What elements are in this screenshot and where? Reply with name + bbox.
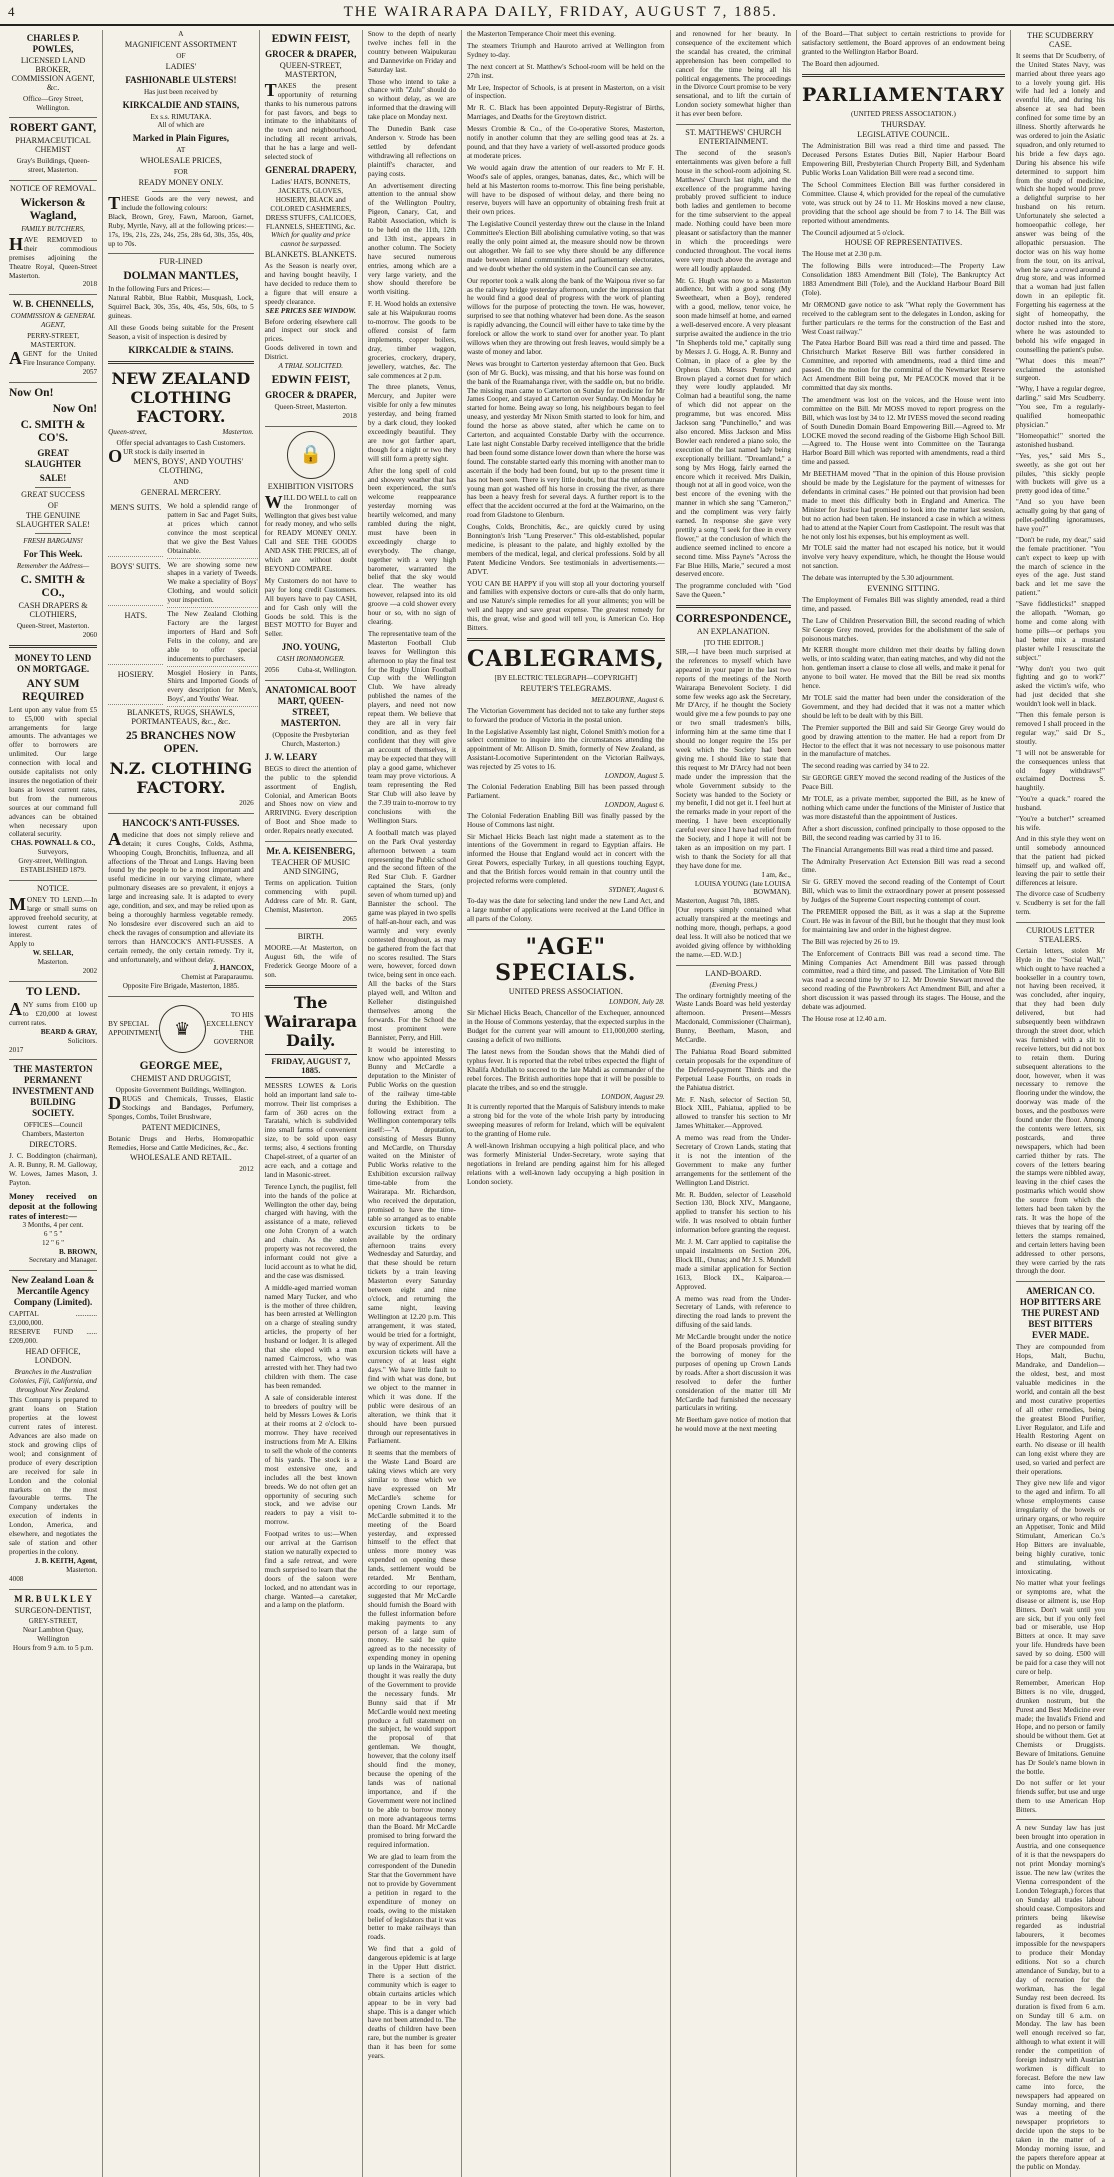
editorial-masthead: The Wairarapa Daily. xyxy=(264,992,357,1050)
ad-gant: ROBERT GANT, PHARMACEUTICAL CHEMIST Gray's Buildings, Queen-street, Masterton. xyxy=(10,122,97,175)
ad-hop-bitters: AMERICAN CO. HOP BITTERS ARE THE PUREST AND BEST BITTERS EVER MADE. They are compounded from Hops, Malt, Buchu, Mandrake, and Dandelion—the oldest, best, and most valuable medicines in the world, and contain all the best and most curative properties of all other remedies, being the greatest Blood Purifier, Liver Regulator, and Life and Health Restoring Agent on earth. No disease or ill health can long exist where they are used, so varied and perfect are their operations. They give new life and vigor to the aged and infirm. To all whose employments cause irregularity of the bowels or urinary organs, or who require an Appetiser, Tonic and Mild Stimulant, American Co.'s Hop Bitters are invaluable, being highly curative, tonic and stimulating, without intoxicating. No matter what your feelings or symptoms are, what the disease or ailment is, use Hop Bitters. Don't wait until you are sick, but if you only feel bad or miserable, use Hop Bitters at once. It may save your life. Hundreds have been saved by so doing. £500 will be paid for a case they will not cure or help. Remember, American Hop Bitters is no vile, drugged, drunken nostrum, but the Purest and Best Medicine ever made; the Invalid's Friend and Hope, and no person or family should be without them. Get at Chemists or Druggists. Beware of Imitations. Genuine has Dr Soule's name blown in the bottle. Do not suffer or let your friends suffer, but use and urge them to use American Hop Bitters. xyxy=(1015,1286,1105,1814)
ad-jno-young: 🔒 EXHIBITION VISITORS WILL DO WELL to call on the Ironmonger of Wellington that gives best value for ready money, and who sells for READY MONEY ONLY. Call and SEE THE GOODS AND ASK THE PRICES, all of which are without doubt BEYOND COMPARE. My Customers do not have to pay for long credit Customers. All buyers have to pay CASH, and for Cash only will the Goods be sold. This is the BEST MOTTO for Buyer and Seller. JNO. YOUNG, CASH IRONMONGER. 2056 Cuba-st, Wellington. xyxy=(265,431,357,675)
age-specials-continued: and renowned for her beauty. In consequence of the excitement which the scandal has created, the criminal apprehension has been compelled to cancel for the time being all his political engagements. The proceedings in the Divorce Court promise to be very sensational, and to lift the curtain of London society somewhat higher than it has ever been before. xyxy=(675,30,791,119)
column-3 xyxy=(260,30,363,2177)
austrian-sunday-law: A new Sunday law has just been brought into operation in Austria, and one consequence of it is that the newspapers do not print Monday morning's issue. The new law (writes the Vienna correspondent of the London Telegraph,) forces that on Sunday all trades labour should cease. Compositors and printers being likewise regarded as industrial labourers, it becomes impossible for the newspapers to produce their Monday editions. Not so a church attendance of Sunday, but to a day of recreation for the workman, has the legal Sunday rest been decreed. Its duration is fixed from 6 a.m. on Sunday till 6 a.m. on Monday. The law has been well enough received so far, although to what extent it will render the competition of foreign industry with Austrian workmen is difficult to forecast. Before the new law came into force, the newspapers had appeared on Sunday morning, and there was a meeting of the newspaper proprietors to decide upon the steps to be taken in the matter of a Monday morning issue, and the papers therefore appear at the public on Monday. xyxy=(1015,1824,1105,2171)
correspondence: CORRESPONDENCE, AN EXPLANATION. [TO THE EDITOR.] SIR,—I have been much surprised at the references to myself which have appeared in your paper in the last two reports of the meetings of the North Wairarapa Benevolent Society. I did some few weeks ago ask the Secretary, Mr D'Arcy, if he thought the Society would give me a few pounds to pay one or two small tradesmen's bills, informing him at the same time that I should no longer require the 15s per week which the Society had been giving me. I should like to state that this request to Mr D'Arcy had not been made under the impression that the whole Government subsidy to the Society was handed to the Society or my benefit, I did not get it. I feel hurt at the remarks made in your report of the meeting. I have been exceptionally careful ever since I have had relief from the Society, and I hope it will not be taken as an imposition on my part. I wish to thank the Society for all that they have done for me. I am, &c., LOUISA YOUNG (late LOUISA BOWMAN). Masterton, August 7th, 1885. [Our reports simply contained what actually transpired at the meetings and nothing more, though, perhaps, a good deal less. It will also be noticed that we avoided giving offence by withholding the name.—ED. W.D.] xyxy=(675,613,791,959)
ad-dolman-mantles: FUR-LINED DOLMAN MANTLES, In the following Furs and Prices:— Natural Rabbit, Blue Rabbit, Musquash, Lock, Squirrel Back, 30s, 35s, 40s, 45s, 50s, 60s, to 5 guineas. All these Goods being suitable for the Present Season, a visit of inspection is desired by KIRKCALDIE & STAINS. xyxy=(108,257,254,355)
ad-kirkcaldie-ulsters: A MAGNIFICENT ASSORTMENT OF LADIES' FASHIONABLE ULSTERS! Has just been received by KIRKCALDIE AND STAINS, Ex s.s. RIMUTAKA. All of which are Marked in Plain Figures, AT WHOLESALE PRICES, FOR READY MONEY ONLY. THESE Goods are the very newest, and include the following colours: Black, Brown, Grey, Fawn, Maroon, Garnet, Ruby, Myrtle, Navy, all at the following prices:—17s, 19s, 21s, 22s, 24s, 25s, 28s 6d, 30s, 35s, 40s, up to 70s. xyxy=(108,30,254,248)
newspaper-page xyxy=(4,30,1110,2171)
notice-birth: BIRTH. MOORE.—At Masterton, on August 6th, the wife of Frederick George Moore of a son. xyxy=(264,932,357,980)
parliamentary: PARLIAMENTARY (UNITED PRESS ASSOCIATION.) THURSDAY. LEGISLATIVE COUNCIL. The Administration Bill was read a third time and passed. The Deceased Persons Estates Duties Bill, Napier Harbour Board Empowering Bill, Presbyterian Church Property Bill, and Sydenham Public Works Loan Validation Bill were read a second time. The School Committees Election Bill was further considered in Committee. Clause 4, which provided for the repeal of the cumulative vote, was struck out by 24 to 11. Mr Hoskins moved a new clause, providing that the school age should be from 7 to 14. The Bill was reported without amendments. The Council adjourned at 5 o'clock. HOUSE OF REPRESENTATIVES. The House met at 2.30 p.m. The following Bills were introduced:—The Property Law Consolidation 1883 Amendment Bill (Tole), The Bankruptcy Act 1883 Amendment Bill (Tole), and the Auckland Harbour Board Bill (Tole). Mr ORMOND gave notice to ask "What reply the Government has received to the cablegram sent to the delegates in London, asking for further particulars re the terms for the construction of the East and West Coast railway." The Patea Harbor Board Bill was read a third time and passed. The Christchurch Market Reserve Bill was further considered in Committee, and reported with amendments, read a third time and passed. On the motion for the committal of the Newmarket Reserve Act Amendment Bill being put, Mr PEACOCK moved that it be committed that day six months. The amendment was lost on the voices, and the House went into committee on the Bill. Mr MOSS moved to report progress on the Bill, which was lost by 34 to 12. Mr IVESS moved the second reading of South Dunedin Domain Board Empowering Bill.—Agreed to. Mr LOCKE moved the second reading of the Gisborne High School Bill.—Agreed to. The House went into Committee on the Tauranga Harbor Board Bill which was reported with amendments, read a third time and passed. Mr BEETHAM moved "That in the opinion of this House provision should be made by the Legislature for the payment of witnesses for defendants in criminal cases." He pointed out that provision had been made to meet this difficulty both in England and America. The Minister for Justice had promised to look into the matter last session, but no action had been taken. He instanced a case in which a witness had to attend at the Napier Court from Castlepoint. The result was that he not only lost his expenses, but his employment as well. Mr TOLE said the matter had not escaped his notice, but it would involve very heavy expenditure, which, he thought the House would not sanction. The debate was interrupted by the 5.30 adjournment. EVENING SITTING. The Employment of Females Bill was slightly amended, read a third time, and passed. The Law of Children Preservation Bill, the second reading of which Sir George Grey moved, provides for the abolishment of the sale of poisonous matches. Mr KERR thought more children met their deaths by falling down wells, or into scalding water, than eating matches, and why did not the hon. gentleman insert a clause to close all wells, and make it penal for anyone to boil water. He moved that the Bill be read six months hence. Mr TOLE said the matter had been under the consideration of the Government, and they had decided that it was not a matter which should be left to be dealt with by this Bill. The Premier supported the Bill and said Sir George Grey would do good by drawing attention to the matter. He had a report from Dr Hector to the effect that it was not necessary to use poisonous matter in the manufacture of matches. The second reading was carried by 34 to 22. Sir GEORGE GREY moved the second reading of the Justices of the Peace Bill. Mr TOLE, as a private member, supported the Bill, as he knew of nothing which came under the functions of the Minister of Justice that was more distasteful than the appointment of Justices. After a short discussion, confined principally to those opposed to the Bill, the second reading was carried by 31 to 16. The Financial Arrangements Bill was read a third time and passed. The Admiralty Preservation Act Extension Bill was read a second time. Sir G. GREY moved the second reading of the Contempt of Court Bill, which was to limit the extraordinary power at present possessed by Judges of the Supreme Court respecting contempt of court. The PREMIER opposed the Bill, as it was a slap at the Supreme Court. He was in favour of the Bill, but he thought that they must look for maintaining law and order in the highest degree. The Bill was rejected by 26 to 19. The Enforcement of Contracts Bill was read a second time. The Mining Companies Act Amendment Bill was passed through committee, read a third time, and passed. The Limitation of Vote Bill was read a second time by 37 to 12. Mr Downie Stewart moved the second reading of the Pawnbrokers Act Amendment Bill, and after a short discussion it was passed through its stages. The House, and the debate was adjourned. The House rose at 12.40 a.m. xyxy=(801,83,1005,1023)
ad-leary-boots: ANATOMICAL BOOT MART, QUEEN-STREET, MASTERTON. (Opposite the Presbyterian Church, Masterton.) J. W. LEARY BEGS to direct the attention of the public to the splendid assortment of English, Colonial, and American Boots and Shoes now on view and ARRIVING. Every description of Boot and Shoe made to order. Repairs neatly executed. xyxy=(264,685,357,836)
age-specials: "AGE" SPECIALS. UNITED PRESS ASSOCIATION. LONDON, July 28. Sir Michael Hicks Beach, Chancellor of the Exchequer, announced in the House of Commons yesterday, that the expected surplus in the Budget for the current year will amount to £11,000,000 sterling, causing a deficit of two millions. The latest news from the Soudan shows that the Mahdi died of typhus fever. It is reported that the rebel tribes expected the flight of Khalifa Abdullah to succeed to the late Mahdi as commander of the rebel forces. The British authorities hope that it will be possible to placate the tribes, and so end the struggle. LONDON, August 29. It is currently reported that the Marquis of Salisbury intends to make a strong bid for the vote of the whole Irish party by introducing sweeping measures of reform for Ireland, which will be equivalent to the granting of Home rule. A well-known Irishman occupying a high political place, and who was formerly Ministerial Under-Secretary, wrote saying that negotiations in Ireland are pending against him for his alleged relations with a well-known lady occupying a high position in London society. xyxy=(466,933,665,1186)
ad-george-mee: BY SPECIAL APPOINTMENT ♛ TO HIS EXCELLENCY THE GOVERNOR GEORGE MEE, CHEMIST AND DRUGGIST, Opposite Government Buildings, Wellington. DRUGS and Chemicals, Trusses, Elastic Stockings and Bandages, Perfumery, Sponges, Combs, Toilet Brushware, PATENT MEDICINES, Botanic Drugs and Herbs, Homœopathic Remedies, Horse and Cattle Medicines, &c., &c. WHOLESALE AND RETAIL. 2012 xyxy=(108,1001,254,1174)
clothing-departments: MEN'S SUITS. We hold a splendid range of pattern in Sac and Paget Suits, at prices which cannot convince the most sceptical that we give the Best Values Obtainable. BOYS' SUITS. We are showing some new shapes in a variety of Tweeds. We make a speciality of Boys' Clothing, and would solicit your inspection. HATS. The New Zealand Clothing Factory are the largest importers of Hard and Soft Felts in the colony, and are able to offer special inducements to purchasers. HOSIERY. Mosgiel Hosiery in Pants, Shirts and Imported Goods of every description for Men's, Boys', and Youths' Wear. xyxy=(108,500,254,707)
page-number: 4 xyxy=(8,4,16,19)
column-6 xyxy=(671,30,797,2177)
newspaper-title: THE WAIRARAPA DAILY, FRIDAY, AUGUST 7, 1885. xyxy=(343,3,778,20)
curious-letter-stealers: CURIOUS LETTER STEALERS. Certain letters, stolen Mr Hyde in the "Social Wall," which ought to have reached a bookseller in a country town, not having been received, it was concluded, after inquiry, that they had been duly delivered, but had subsequently been withdrawn through the street door, which was furnished with a slit to receive letters, but did not box to retain them. During subsequent alterations to the door, however, when it was necessary to remove the flooring under the window, the doorway was made of the boxes, and the postboxes were found under the floor. Among the contents were letters, six postcards, and three newspapers, which had been carried thither by rats. The covers of the letters bearing the stamps were nibbled away, leaving in the chief cases the postmarks which would show the source from which the letters had been taken by the rats. It was the hope of the thieves that by tearing off the letters the stamps remained, and certain letters having been addressed to other persons, they were carried by the rats through the door. xyxy=(1015,926,1105,1276)
royal-crest-icon: ♛ xyxy=(159,1005,206,1053)
local-news: Snow to the depth of nearly twelve inches fell in the country between Waipukurau and Dannevirke on Friday and Saturday last. Those who intend to take a chance with "Zulu" should do so without delay, as we are informed that the drawing will take place on Monday next. The Dunedin Bank case Anderson v. Strode has been settled by defendant withdrawing all reflections on plaintiff's character, and paying costs. An advertisement directing attention to the annual show of the Wellington Poultry, Pigeon, Canary, Cat, and Rabbit Association, which is to be held on the 11th, 12th and 13th inst., appears in another column. The Society have secured numerous entries, among which are a very large variety, and the show should therefore be worth visiting. F. H. Wood holds an extensive sale at his Waipukurau rooms to-morrow. The goods to be offered consist of farm implements, copper boilers, dray, timber waggon, groceries, crockery, drapery, jewellery, watches, &c. The sale commences at 2 p.m. The three planets, Venus, Mercury, and Jupiter were visible for only a few minutes yesterday, and being framed by a dark cloud, they looked exceedingly beautiful. They are now got farther apart, though for a night or two they will still form a pretty sight. After the long spell of cold and showery weather that has been experienced, the sun's welcome reappearance yesterday morning was heartily welcomed, and many rambled during the night, must have been in exceedingly charge to everybody. The change, together with a very high barometer, warranted the belief that the sky would clear. The weather has however, relapsed into its old groove —a cold shower every hour or so, with no sign of clearing. The representative team of the Masterton Football Club leaves for Wellington this afternoon to play the final test for the Rugby Union Football Cup with the Wellington Club. We have already published the names of the players, and need not now repeat them. We believe that they are all in very fair condition, and as they feel confident that they will give an account of themselves, it may be expected that they will play a good game, whichever team may prove victorious. A team representing the Red Star Club will also leave by the 7.39 train to-morrow to try conclusions with the Wellington Stars. A football match was played on the Park Oval yesterday afternoon between a team representing the Public school and the second fifteen of the Red Star Club. F. Gardner captained the Stars, (only seven of whom turned up) and Bannister the school. The game was played in two spells of half-an-hour each, and was warmly and very evenly contested throughout, as may be gathered from the fact that no scores resulted. The Stars were, however, forced down twice, being sent in once each. All the backs of the Stars played well, and Wilton and Kelleher distinguished themselves among the forwards. For the School the most prominent were Bannister, Perry, and Hill. It would be interesting to know who appointed Messrs Bunny and McCardle a deputation to the Minister of Public Works on the question of the railway time-table during the Exhibition. The following extract from a Wellington contemporary tells itself:—"A deputation, consisting of Messrs Bunny and McCardle, on Thursday waited on the Minister of Public Works relative to the Exhibition excursion railway time-table from the Wairarapa. Mr. Richardson, who received the deputation, promised to have the time-table so arranged as to enable excursion tickets to be available by the ordinary afternoon trains every Wednesday and Saturday, and that these should be return tickets by a train leaving Masterton every Saturday between eight and nine o'clock, and returning the same night, leaving Wellington at 12.20 p.m. This arrangement, it was stated, would be tried for a fortnight, by way of experiment. All the excursion tickets will have a currency of at least eight days." We have little fault to find with what was done, but we object to the manner in which it was done. If the public were desirous of an alteration, we think that it should have been pursued through our representatives in Parliament. It seems that the members of the Waste Land Board are taking views which are very similar to those which we have expressed on Mr McCardle's scheme for opening Crown Lands. Mr McCardle submitted it to the meeting of the Board yesterday, and expressed himself to the effect that unless more money was expended on opening these lands, settlement would be retarded. Mr Bentham, according to our reportage, suggested that Mr McCardle should furnish the Board with the fullest information before making payments to any person of a large sum of money. He said he quite agreed as to the necessity of expending money in opening up lands in the Wairarapa, but thought it was really the duty of the Government to provide the necessary funds. Mr Bunny said that if Mr McCardle would next meeting produce a full statement on the subject, he would support the proposal of that gentleman. We thought, however, that the colony itself should find the money, because the opening of the lands was of national importance, and if the Government were not inclined to be able to borrow money on more advantageous terms than the Board. Mr McCardle promised to bring forward the required information. We are glad to learn from the correspondent of the Dunedin Star that the Government have not to provide by Government a petition in regard to the expenditure of money on roads, owing to the mistaken belief of legislators that it was better to make railways than roads. We find that a gold of dangerous epidemic is at large in the Upper Hutt district. There is a section of the community which is eager to obtain curtains articles which appear to be in very bad shape. This is a danger which have not been attended to. The deaths of children have been rare, but the number is greater than it has been for some years. xyxy=(367,30,456,2061)
ad-smith-sale: Now On! Now On! C. SMITH & CO'S. GREAT SLAUGHTER SALE! GREAT SUCCESS OF THE GENUINE SLAUGHTER SALE! FRESH BARGAINS! For This Week. Remember the Address— C. SMITH & CO., CASH DRAPERS & CLOTHIERS, Queen-Street, Masterton. 2060 xyxy=(9,386,98,639)
local-news-continued: the Masterton Temperance Choir meet this evening. The steamers Triumph and Hauroto arrived at Wellington from Sydney to-day. The next concert at St. Matthew's School-room will be held on the 27th inst. Mr Lee, Inspector of Schools, is at present in Masterton, on a visit of inspection. Mr R. C. Black has been appointed Deputy-Registrar of Births, Marriages, and Deaths for the Greytown district. Messrs Crombie & Co., of the Co-operative Stores, Masterton, notify in another column that they are selling good teas at 2s. a pound, and that they have a variety of well-assorted produce goods at moderate prices. We would again draw the attention of our readers to Mr F. H. Wood's sale of apples, oranges, bananas, dates, &c., which will be held at his Masterton rooms to-morrow. This fine being perishable, will have to be disposed of without delay, and there being no reserve, buyers will have an opportunity of obtaining fresh fruit at their own prices. The Legislative Council yesterday threw out the clause in the Inland Committee's Election Bill abolishing cumulative voting, so that was really the only point aimed at, the measure should now be thrown out altogether. We fail to see why there should be any difference made between inland communities and parliamentary electorates, and we doubt whether the old system in the Council can see any. Our reporter took a walk along the bank of the Waipoua river so far as the railway bridge yesterday afternoon, under the impression that he would find a good deal of progress with the work of planting willows for the purpose of protecting the town. He was, however, surprised to see that nothing whatever had been done. As the season is rapidly advancing, the Council will either have to take time by the forelock or allow the work to stand over for another year. To plant willows when they are throwing out fresh leaves, would simply be a waste of money and labor. News was brought to Carterton yesterday afternoon that Geo. Buck (son of Mr G. Buck), was missing, and that his horse was found on the bank of the Ruamahanga river, with the saddle on, but no bridle. The missing man came to Carterton on Sunday for medicine for Mr James Cooper, and stayed at Carterton over Sunday. On Monday he started for home. Being away so long, his neighbours began to feel uneasy, and yesterday Mr Nixon Smith started to look for him, and found the horse as above stated, after which he came on to Carterton, and acquainted Constable Darby with the occurrence. Late last night Constable Darby received intelligence that the bridle had been found some distance lower down than where the horse was found. The constable started early this morning with another man to ascertain if the body had been found, but up to the present time it has not been seen. There is very little doubt, but that the unfortunate young man got washed off his horse in crossing the river, as there has been a heavy fresh for several days. A further report is to the effect that the accident occurred at the ford at the Waimarino, on the road from Gladstone to Glenburn. Coughs, Colds, Bronchitis, &c., are quickly cured by using Bonnington's Irish "Lung Preserver." This old-established, popular medicine, is pleasant to the palate, and highly extolled by the members of the medical, legal, and clerical professions. Sold by all Patent Medicine Vendors. See testimonials in advertisements.—ADVT. YOU CAN BE HAPPY if you will stop all your doctoring yourself and families with expensive doctors or cure-alls that do only harm, and use Nature's simple remedies for all your ailments; you will be well and happy and save great expense. The greatest remedy for this, the great, wise and good will tell you, is American Co. Hop Bitters. xyxy=(466,30,665,633)
column-2 xyxy=(103,30,260,2177)
land-board: LAND-BOARD. (Evening Press.) The ordinary fortnightly meeting of the Waste Lands Board was held yesterday afternoon. Present—Messrs Macdonald, Commissioner (Chairman), Bunny, Beetham, Mason, and McCardle. The Pahiatua Road Board submitted certain proposals for the expenditure of the Deferred-payment Thirds and the Perpetual Lease Fourths, on roads in the Pahiatua district. Mr. F. Nash, selector of Section 50, Block XIII., Pahiatua, applied to be allowed to transfer his section to Mr James Whittaker.—Approved. A memo was read from the Under-Secretary of Crown Lands, stating that it is not the intention of the Government to make any further arrangements for the settlement of the Wellington Land District. Mr. R. Budden, selector of Leasehold Section 130, Block XIV., Mangaone, applied to transfer his section to his wife. It was resolved to obtain further information before granting the request. Mr. J. M. Carr applied to capitalise the unpaid instalments on Section 206, Block III., Ounas; and Mr J. S. Mundell made a similar application for Section 1613, Block IX., Kaiparoa.—Approved. A memo was read from the Under-Secretary of Lands, with reference to directing the road lands to prevent the diffusing of the said lands. Mr McCardle brought under the notice of the Board proposals providing for the borrowing of money for the purposes of opening up Crown Lands by roads. After a short discussion it was resolved to defer the further consideration of the matter till Mr McCardle had furnished the necessary particulars in writing. Mr Beetham gave notice of motion that he would move at the next meeting xyxy=(675,968,791,1434)
column-5 xyxy=(462,30,671,2177)
column-4 xyxy=(363,30,462,2177)
st-matthews-entertainment: ST. MATTHEWS' CHURCH ENTERTAINMENT. The second of the season's entertainments was given before a full house in the school-room adjoining St. Matthews' Church last night, and the excellence of the programme having probably proved sufficient to induce both ladies and gentlemen to become for the time subservient to the appeal made. Nothing could have been more pleasant or satisfactory than the manner in which the proceedings were conducted throughout. The vocal items were very much above the average and were all loudly applauded. Mr. G. Hugh was now to a Masterton audience, but with a good song (My Sweetheart, when a Boy), rendered with a good, mellow, tenor voice, he soon made himself at home, and earned a well-deserved encore. A very pleasant surprise awaited the audience in the trio "In Shepherds told me," capitally sung by Messrs J. G. Hogg, A. R. Bunny and Colman, in place of a glee by the Orpheus Club. Messrs Pentney and Brown played a cornet duet for which they were loudly applauded. Mr Colman had a beautiful song, the name of which did not appear on the programme, but was encored. Miss Jackson sang "Punchinello," and was also encored. Miss Jackson and Miss Bowler each rendered a piano solo, the execution of the last named lady being exceptionally brilliant. "Dreamland," a song by Mrs Hogg, fairly earned the encore which it received. Mrs Daikin, though not at all in good voice, won the best encore of the evening with the manner in which she sang "Cameron," and the compliment was very fairly earned. In response she gave very prettily a song "I seek for thee in every flower," at the conclusion of which the audience seemed inclined to encore a second time. Miss Payne's "Across the Far Blue Hills, Marie," secured a most deserved encore. The programme concluded with "God Save the Queen." xyxy=(675,128,791,600)
ad-pownall-loans: MONEY TO LEND ON MORTGAGE. ANY SUM REQUIRED Lent upon any value from £5 to £5,000 with special arrangements for large amounts. The advantages we offer to borrowers are unlimited. Our large connection with local and outside capitalists not only insures the negotiation of their loans at lowest current rates, but from the numerous sources at our command full advances can be obtained when necessary upon collateral security. CHAS. POWNALL & CO., Surveyors, Grey-street, Wellington. ESTABLISHED 1879. xyxy=(9,652,98,875)
column-1 xyxy=(4,30,103,2177)
masthead xyxy=(0,0,1114,26)
column-8 xyxy=(1011,30,1110,2177)
ad-clothing-factory: NEW ZEALAND CLOTHING FACTORY. Queen-street, Masterton. Offer special advantages to Cash Customers. OUR stock is daily inserted in MEN'S, BOYS', AND YOUTHS' CLOTHING, AND GENERAL MERCERY. MEN'S SUITS. We hold a splendid range of pattern in Sac and Paget Suits, at prices which cannot convince the most sceptical that we give the Best Values Obtainable. BOYS' SUITS. We are showing some new shapes in a variety of Tweeds. We make a speciality of Boys' Clothing, and would solicit your inspection. HATS. The New Zealand Clothing Factory are the largest importers of Hard and Soft Felts in the colony, and are able to offer special inducements to purchasers. HOSIERY. Mosgiel Hosiery in Pants, Shirts and Imported Goods of every description for Men's, Boys', and Youths' Wear. BLANKETS, RUGS, SHAWLS, PORTMANTEAUS, &c., &c. 25 BRANCHES NOW OPEN. N.Z. CLOTHING FACTORY. 2026 xyxy=(108,368,258,807)
ad-wickerson: NOTICE OF REMOVAL. Wickerson & Wagland, FAMILY BUTCHERS, HAVE REMOVED to their commodious premises adjoining the Theatre Royal, Queen-Street Masterton. 2018 xyxy=(9,184,98,289)
ad-keisenberg: Mr. A. KEISENBERG, TEACHER OF MUSIC AND SINGING, Terms on application. Tuition commencing with pupil. Address care of Mr. R. Gant, Chemist, Masterton. 2065 xyxy=(264,846,357,923)
ad-powles: CHARLES P. POWLES, LICENSED LAND BROKER, COMMISSION AGENT, &c. Office—Grey Street, Wellington. xyxy=(11,33,95,112)
ad-bulkley: M R. B U L K L E Y SURGEON-DENTIST, GREY-STREET, Near Lambton Quay, Wellington Hours from 9 a.m. to 5 p.m. xyxy=(12,1593,94,1653)
ad-edwin-feist: EDWIN FEIST, GROCER & DRAPER, QUEEN-STREET, MASTERTON, TAKES the present opportunity of returning thanks to his numerous patrons for past favors, and begs to intimate to the inhabitants of the town and neighbourhood, including all recent arrivals, that he has a large and well-selected stock of GENERAL DRAPERY, Ladies' HATS, BONNETS, JACKETS, GLOVES, HOSIERY, BLACK and COLORED CASHMERES, DRESS STUFFS, CALICOES, FLANNELS, SHEETING, &c. Which for quality and price cannot be surpassed. BLANKETS. BLANKETS. As the Season is nearly over, and having bought heavily, I have decided to reduce them to a figure that will ensure a speedy clearance. SEE PRICES SEE WINDOW. Before ordering elsewhere call and inspect our stock and prices. Goods delivered in town and District. A TRIAL SOLICITED. EDWIN FEIST, GROCER & DRAPER, Queen-Street, Masterton. 2018 xyxy=(264,33,357,420)
ad-chennells: W. B. CHENNELLS, COMMISSION & GENERAL AGENT, PERRY-STREET, MASTERTON. AGENT for the United Fire Insurance Company. 2057 xyxy=(9,299,98,376)
ad-nz-loan: New Zealand Loan & Mercantile Agency Company (Limited). CAPITAL ............ £3,000,000. RESERVE FUND ...... £209,000. HEAD OFFICE, LONDON. Branches in the Australian Colonies, Fiji, California, and throughout New Zealand. This Company is prepared to grant loans on Station properties at the lowest current rates of interest. Advances are also made on stock and growing clips of wool; and consignment of produce of every description are received for sale in London and the colonial markets on the most favourable terms. The Company undertakes the execution of indents in London, America, and elsewhere, and negotiates the sale of station and other properties in the colony. J. B. KEITH, Agent, Masterton. 4008 xyxy=(9,1275,98,1583)
ad-building-society: THE MASTERTON PERMANENT INVESTMENT AND BUILDING SOCIETY. OFFICES—Council Chambers, Masterton DIRECTORS. J. C. Boddington (chairman), A. R. Bunny, R. M. Galloway, W. Lowes, James Mason, J. Payton. Money received on deposit at the following rates of interest:— 3 Months, 4 per cent. 6 " 5 " 12 " 6 " B. BROWN, Secretary and Manager. xyxy=(9,1064,98,1265)
scudberry-case: THE SCUDBERRY CASE. It seems that Dr Scudberry, of the United States Navy, was married about three years ago to a lovely young girl. His wife had led a lonely and eventful life, and during his absence at sea had been confined for some time by an illness. Shortly afterwards he was ordered to join the Asiatic squadron, and only returned to his bride a few days ago. During his absence his wife determined to support him from the study of medicine, which she hoped would prove a delightful surprise to her husband on his return. Unfortunately she selected a homoeopathic college, her answer was being of the allopathic persuasion. The doctor was on his way home from the tour, on its arrival, when he saw a crowd around a drug store, and was informed that a woman had just fallen down in an epileptic fit. Forgetting his eagerness at the sight of homeopathy, the doctor rushed into the store, where he was astounded to behold his wife engaged in counselling the patient's pulse. "What does this mean?" exclaimed the astonished surgeon. "Why, I have a regular degree, darling," said Mrs Scudberry. "You see, I'm a regularly-qualified homeopathic physician." "Homeopathic!" snorted the astonished husband. "Yes, yes," said Mrs S., sweetly, as she got out her pilules, "this sickly people with buckets will give us a pretty good idea of time." "And so you have been actually going by that gang of pellet-peddling ignoramuses, have you?" "Don't be rude, my dear," said the female practitioner. "You can't expect to keep up with the march of science in the eyes of the age. Just stand back and let me save the patient." "Save fiddlesticks!" snapped the allopath. "Woman, go home and come along with home pills—or perhaps you had better mix a mustard plaster while I resuscitate the subject." "Why don't you two quit fighting and go to work?" asked the victim's wife, who had just decided that she wouldn't look well in black. "Then this female person is removed I shall proceed in the regular way," said Dr S., stoutly. "I will not be answerable for the consequences unless that old fogey withdraws!" exclaimed Doctress S. haughtily. "You're a quack." roared the husband. "You're a butcher!" screamed his wife. And in this style they went on until somebody announced that the patient had picked himself up, and walked off, leaving the pair to settle their differences at leisure. The divorce case of Scudberry v. Scudberry is set for the fall term. xyxy=(1015,31,1105,917)
land-board-continued: of the Board—That subject to certain restrictions to provide for satisfactory settlement, the Board approves of an endowment being granted to the Wellington Harbor Board. The Board then adjourned. xyxy=(801,30,1005,68)
ad-sellar: NOTICE. MONEY TO LEND.—In large or small sums on approved freehold security, at lowest current rates of interest. Apply to W. SELLAR, Masterton. 2002 xyxy=(9,883,98,976)
ad-beard-gray: TO LEND. ANY sums from £100 up to £20,000 at lowest current rates. BEARD & GRAY, Solicitors. 2017 xyxy=(9,986,98,1054)
padlock-emblem-icon: 🔒 xyxy=(287,431,335,479)
editorial-date: FRIDAY, AUGUST 7, 1885. xyxy=(265,1054,357,1078)
column-7 xyxy=(797,30,1011,2177)
ad-hancock: HANCOCK'S ANTI-FUSSES. Amedicine that does not simply relieve and detain; it cures Coughs, Colds, Asthma, Whooping Cough, Bronchitis, Influenza, and all affections of the Throat and Lungs. Having been found by the people to be a most important and useful medicine in our varying climate, where pulmonary diseases are so prevalent, it enjoys a large and increasing sale. It is adapted to every age, condition, and sex, and may be relied upon as being a thoroughly harmless vegetable remedy. No lonsdesire ever discovered such an aid to check the ravages of consumption and alleviate its terrors than HANCOCK'S ANTI-FUSSES. A certain remedy, the only certain remedy. Try it, and unfortunately, and without delay. J. HANCOX, Chemist at Paraparaumu. Opposite Fire Brigade, Masterton, 1885. xyxy=(108,817,254,991)
cablegrams: CABLEGRAMS, [BY ELECTRIC TELEGRAPH—COPYRIGHT] REUTER'S TELEGRAMS. MELBOURNE, August 6. The Victorian Government has decided not to take any further steps to forward the produce of Victoria in the postal union. In the Legislative Assembly last night, Colonel Smith's motion for a select committee to inquire into the circumstances attending the appointment of Mr. Allison D. Smith, formerly of New Zealand, as Assistant-Locomotive Superintendent on the Victorian Railways, was rejected by 25 votes to 16. LONDON, August 5. The Colonial Federation Enabling Bill has been passed through Parliament. LONDON, August 6. The Colonial Federation Enabling Bill was finally passed by the House of Commons last night. Sir Michael Hicks Beach last night made a statement as to the intentions of the Government in regard to Egyptian affairs. He informed the House that England would act in concert with the Great Powers, especially Turkey, in all questions touching Egypt, and that the British forces would remain in that country until the projected reforms were completed. SYDNEY, August 6. To-day was the date for selecting land under the new Land Act, and a large number of applications were received at the Land Office in all parts of the Colony. xyxy=(466,646,665,923)
editorial: The Wairarapa Daily. FRIDAY, AUGUST 7, 1885. MESSRS LOWES & Loris hold an important land sale to-morrow. Their list comprises a farm of 360 acres on the Taratahi, which is subdivided into small farms of convenient size, to be sold upon easy terms; also, 4 sections fronting Chapel-street, of a quarter of an acre each, and a cottage and land in Masonic-street. Terence Lynch, the pugilist, fell into the hands of the police at Wellington the other day, being charged with having, with the assistance of a mate, relieved one John Cronyn of a watch and chain. As the stolen property was not recovered, the informant could not give a lucid account as to what he did, and the case was dismissed. A middle-aged married woman named Mary Tucker, and who is the mother of three children, has been arrested at Wellington on a charge of stealing sundry articles, the property of her husband or lodger. It is alleged that she eloped with a man named Cairncross, who was arrested with her. They had two children with them. The case has been remanded. A sale of considerable interest to breeders of poultry will be held by Messrs Lowes & Loris at their rooms at 2 o'clock to-morrow. They have received instructions from Mr A. Elkins to sell the whole of the contents of his yards. The stock is a most extensive one, and includes all the best known breeds. We do not often get an opportunity of securing such stock, and we advise our readers to pay a visit to-morrow. Footpad writes to us:—When our arrival at the Garrison station we naturally expected to find a safe retreat, and were much surprised to learn that the doors of the saloon were locked, and no attendant was in charge. Wanted—a caretaker, and a lamp on the platform. xyxy=(264,992,357,1610)
